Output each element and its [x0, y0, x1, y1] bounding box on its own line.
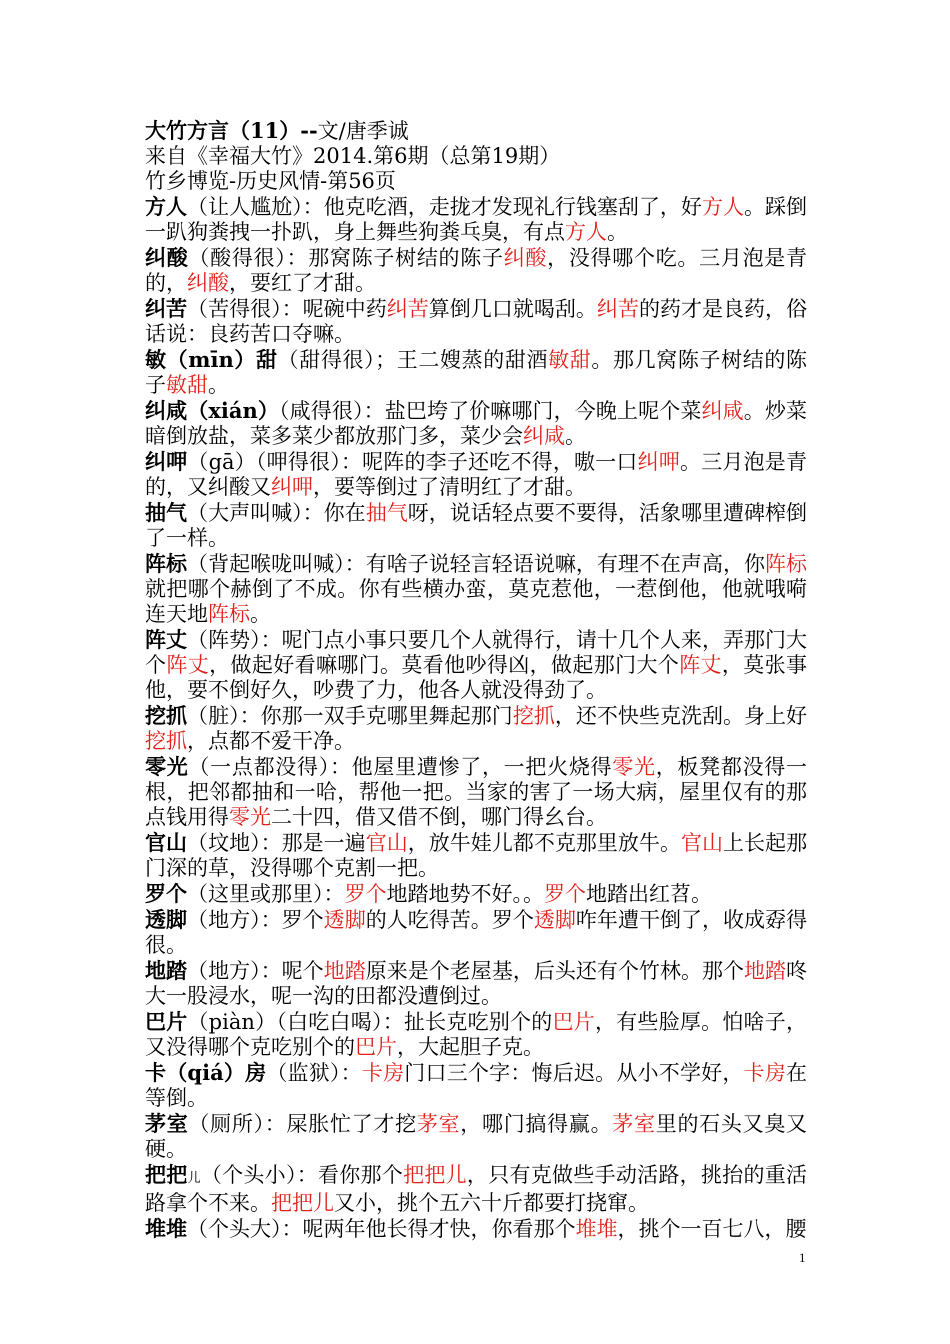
- entry-text: （gā）（呷得很）：呢阵的李子还吃不得，嗷一口: [187, 450, 638, 474]
- dialect-entry: [145, 881, 807, 907]
- entry-text: （个头小）：看你那个: [200, 1163, 404, 1187]
- entry-term: 地踏: [145, 958, 188, 983]
- entry-text: 原来是个老屋基，后头还有个竹林。那个: [365, 959, 745, 983]
- entry-text: ，要红了才甜。: [229, 271, 376, 295]
- highlighted-term: 官山: [680, 831, 724, 855]
- entry-term: 阵标: [145, 551, 188, 576]
- dialect-entry: [145, 245, 807, 296]
- entry-text: 。三月泡是青的，又纠酸又: [145, 450, 808, 499]
- highlighted-term: 纠酸: [503, 246, 548, 270]
- entry-text: （地方）：呢个: [187, 959, 324, 983]
- entry-text: 门口三个字：悔后迟。从小不学好，: [404, 1061, 744, 1085]
- highlighted-term: 茅室: [416, 1112, 461, 1136]
- highlighted-term: 茅室: [612, 1112, 656, 1136]
- entry-term: 阵丈: [145, 627, 188, 652]
- entry-term: 官山: [145, 830, 188, 855]
- entry-text: ，挑个一百七八，腰: [617, 1217, 807, 1241]
- entry-text: 。: [250, 602, 271, 626]
- entry-text: 地踏地势不好。。: [386, 882, 544, 906]
- entry-text: 。那几窝陈子树结的陈子: [145, 348, 808, 397]
- highlighted-term: 阵标: [208, 602, 250, 626]
- entry-text: （厕所）：屎胀忙了才挖: [188, 1112, 417, 1136]
- entry-text: （监狱）：: [266, 1061, 362, 1085]
- highlighted-term: 纠酸: [187, 271, 229, 295]
- entry-term: 卡（qiá）房: [145, 1060, 267, 1085]
- entry-term: 把把: [145, 1162, 188, 1187]
- entry-text: （甜得很）；王二嫂蒸的甜酒: [277, 348, 549, 372]
- entry-text: （一点都没得）：他屋里遭惨了，一把火烧得: [188, 755, 613, 779]
- entry-text: 又小，挑个五六十斤都要打挠窜。: [334, 1191, 649, 1215]
- entry-text: 。: [565, 424, 586, 448]
- highlighted-term: 透脚: [323, 908, 366, 932]
- entry-term: 纠苦: [145, 296, 188, 321]
- entry-term: 纠呷: [145, 449, 188, 474]
- highlighted-term: 纠呷: [271, 475, 313, 499]
- highlighted-term: 纠咸: [701, 399, 744, 423]
- dialect-entry: [145, 194, 807, 245]
- entry-text: ，莫张事他，要不倒好久，吵费了力，他各人就没得劲了。: [145, 653, 808, 702]
- entry-text: 。炒菜暗倒放盐，菜多菜少都放那门多，菜少会: [145, 399, 808, 448]
- entry-text: ，点都不爱干净。: [187, 729, 355, 753]
- highlighted-term: 透脚: [533, 908, 576, 932]
- entry-text: ，有些脸厚。怕啥子，又没得哪个克吃别个的: [145, 1010, 808, 1059]
- highlighted-term: 把把儿: [403, 1163, 467, 1187]
- entry-text: 咚大一股浸水，呢一沟的田都没遭倒过。: [145, 959, 808, 1008]
- dialect-entry: [145, 1216, 807, 1242]
- highlighted-term: 卡房: [743, 1061, 787, 1085]
- entry-term: 罗个: [145, 881, 187, 906]
- highlighted-term: 方人: [701, 195, 744, 219]
- highlighted-term: 挖抓: [512, 704, 555, 728]
- highlighted-term: 纠呷: [637, 450, 681, 474]
- entry-text: 在等倒。: [145, 1061, 808, 1110]
- entry-text: 二十四，借又借不倒，哪门得幺台。: [271, 805, 607, 829]
- highlighted-term: 阵标: [765, 552, 808, 576]
- dialect-entries: [145, 194, 807, 1242]
- dialect-entry: [145, 1009, 807, 1060]
- entry-text: 的药才是良药，俗话说：良药苦口夺嘛。: [145, 297, 808, 346]
- dialect-entry: [145, 1111, 807, 1162]
- document-page: [145, 118, 807, 1242]
- entry-text: （坟地）：那是一遍: [187, 831, 366, 855]
- dialect-entry: [145, 703, 807, 754]
- entry-text: （大声叫喊）：你在: [187, 501, 366, 525]
- entry-term: 堆堆: [145, 1216, 187, 1241]
- entry-text: （piàn）（白吃白喝）：扯长克吃别个的: [187, 1010, 553, 1034]
- page-number: 1: [799, 1250, 806, 1265]
- highlighted-term: 官山: [365, 831, 408, 855]
- entry-text: 咋年遭干倒了，收成孬得很。: [145, 908, 808, 957]
- highlighted-term: 地踏: [744, 959, 787, 983]
- entry-text: （苦得很）：呢碗中药: [187, 297, 387, 321]
- source-line: 来自《幸福大竹》2014.第6期（总第19期）: [145, 144, 561, 168]
- dialect-entry: [145, 398, 807, 449]
- dialect-entry: [145, 347, 807, 398]
- entry-text: 。踩倒一趴狗粪拽一扑趴，身上舞些狗粪乓臭，有点: [145, 195, 808, 244]
- dialect-entry: [145, 500, 807, 551]
- entry-text: ，做起好看嘛哪门。莫看他吵得凶，做起那门大个: [209, 653, 680, 677]
- entry-term: 挖抓: [145, 703, 188, 728]
- title-bold: 大竹方言（11）--: [145, 118, 318, 143]
- entry-text: 上长起那门深的草，没得哪个克割一把。: [145, 831, 808, 880]
- entry-text: （酸得很）：那窝陈子树结的陈子: [188, 246, 504, 270]
- entry-term: 敏（mīn）甜: [145, 347, 278, 372]
- highlighted-term: 零光: [612, 755, 656, 779]
- highlighted-term: 敏甜: [548, 348, 592, 372]
- dialect-entry: [145, 296, 807, 347]
- dialect-entry: [145, 958, 807, 1009]
- entry-text: 。: [607, 220, 628, 244]
- highlighted-term: 地踏: [323, 959, 366, 983]
- highlighted-term: 纠苦: [386, 297, 429, 321]
- entry-text: 就把哪个赫倒了不成。你有些横办蛮，莫克惹他，一惹倒他，他就哦嗬连天地: [145, 577, 807, 626]
- highlighted-term: 阵丈: [679, 653, 722, 677]
- highlighted-term: 零光: [229, 805, 271, 829]
- highlighted-term: 巴片: [552, 1010, 595, 1034]
- highlighted-term: 阵丈: [166, 653, 210, 677]
- entry-text: ，要等倒过了清明红了才甜。: [313, 475, 586, 499]
- entry-text: （咸得很）：盐巴垮了价嘛哪门，今晚上呢个菜: [278, 399, 702, 423]
- highlighted-term: 纠咸: [523, 424, 565, 448]
- entry-text: （阵势）：呢门点小事只要几个人就得行，请十几个人来，弄那门大个: [145, 628, 808, 677]
- highlighted-term: 挖抓: [145, 729, 187, 753]
- highlighted-term: 堆堆: [575, 1217, 618, 1241]
- highlighted-term: 敏甜: [166, 373, 208, 397]
- dialect-entry: [145, 1060, 807, 1111]
- highlighted-term: 把把儿: [271, 1191, 334, 1215]
- highlighted-term: 纠苦: [596, 297, 639, 321]
- entry-text: 呀，说话轻点要不要得，活象哪里遭碑榨倒了一样。: [145, 501, 808, 550]
- entry-text: ，板凳都没得一根，把邻都抽和一哈，帮他一把。当家的害了一场大病，屋里仅有的那点钱用得: [145, 755, 808, 829]
- title-author: 文/唐季诚: [317, 119, 409, 143]
- highlighted-term: 抽气: [365, 501, 408, 525]
- section-line: 竹乡博览-历史风情-第56页: [145, 169, 396, 193]
- entry-text: ，没得哪个吃。三月泡是青的，: [145, 246, 808, 295]
- dialect-entry: [145, 449, 807, 500]
- entry-text: ，放牛娃儿都不克那里放牛。: [407, 831, 681, 855]
- entry-text: ，只有克做些手动活路，挑抬的重活路拿个不来。: [145, 1163, 808, 1215]
- highlighted-term: 罗个: [544, 882, 586, 906]
- dialect-entry: [145, 830, 807, 881]
- entry-term: 抽气: [145, 500, 188, 525]
- entry-text: 里的石头又臭又硬。: [145, 1112, 808, 1161]
- entry-text: 算倒几口就喝刮。: [428, 297, 597, 321]
- entry-text: （这里或那里）：: [187, 882, 345, 906]
- entry-term: 零光: [145, 754, 189, 779]
- entry-text: ，大起胆子克。: [397, 1035, 544, 1059]
- dialect-entry: [145, 754, 807, 830]
- entry-text: 的人吃得苦。罗个: [365, 908, 534, 932]
- entry-term: 透脚: [145, 907, 188, 932]
- entry-text: （地方）：罗个: [187, 908, 324, 932]
- highlighted-term: 巴片: [355, 1035, 397, 1059]
- entry-term: 茅室: [145, 1111, 189, 1136]
- entry-text: 地踏出红苕。: [586, 882, 712, 906]
- entry-text: ，哪门搞得赢。: [460, 1112, 613, 1136]
- dialect-entry: [145, 1162, 807, 1216]
- dialect-entry: [145, 551, 807, 627]
- entry-text: （脏）：你那一双手克哪里舞起那门: [187, 704, 513, 728]
- article-title: [145, 118, 807, 144]
- highlighted-term: 方人: [565, 220, 607, 244]
- highlighted-term: 罗个: [344, 882, 387, 906]
- entry-text: （背起喉咙叫喊）：有啥子说轻言轻语说嘛，有理不在声高，你: [187, 552, 765, 576]
- entry-term: 纠酸: [145, 245, 189, 270]
- entry-term-suffix: 儿: [187, 1171, 201, 1186]
- highlighted-term: 卡房: [361, 1061, 405, 1085]
- dialect-entry: [145, 907, 807, 958]
- entry-term: 纠咸（xián）: [145, 398, 279, 423]
- entry-text: （让人尴尬）：他克吃酒，走拢才发现礼行钱塞刮了，好: [187, 195, 702, 219]
- entry-term: 巴片: [145, 1009, 188, 1034]
- dialect-entry: [145, 627, 807, 703]
- entry-text: ，还不快些克洗刮。身上好: [554, 704, 808, 728]
- entry-term: 方人: [145, 194, 188, 219]
- entry-text: （个头大）：呢两年他长得才快，你看那个: [187, 1217, 576, 1241]
- entry-text: 。: [208, 373, 229, 397]
